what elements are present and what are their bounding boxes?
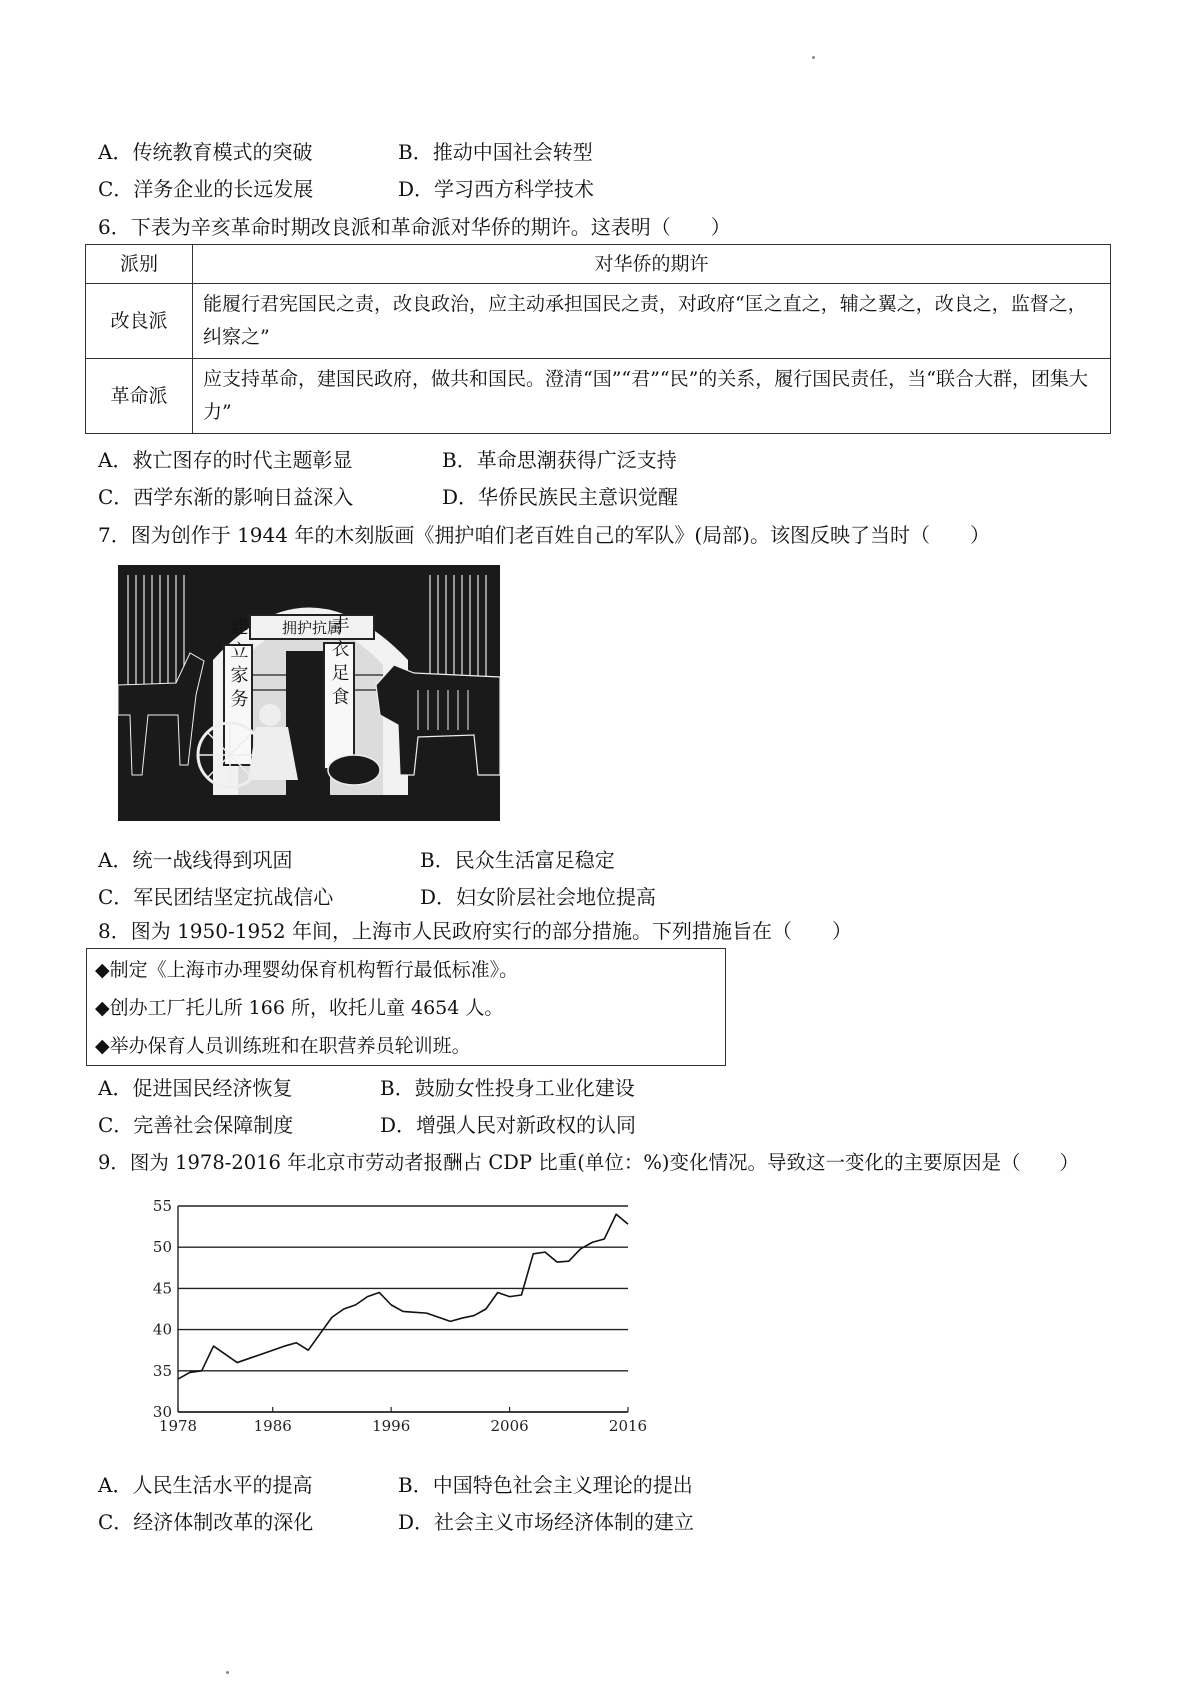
y-tick-label: 40 [152,1320,172,1339]
q9-option-c[interactable]: C．经济体制改革的深化 [98,1510,314,1534]
table-cell-expectation: 能履行君宪国民之责，改良政治，应主动承担国民之责，对政府“匡之直之，辅之翼之，改良之，监督之，纠察之” [193,284,1111,359]
q5-option-b[interactable]: B．推动中国社会转型 [398,140,593,164]
y-tick-label: 30 [152,1403,172,1421]
table-cell-faction: 改良派 [86,284,193,359]
q7-stem: 7．图为创作于 1944 年的木刻版画《拥护咱们老百姓自己的军队》(局部)。该图反映了当时（ ） [98,523,990,547]
woodcut-image [118,565,500,821]
x-tick-label: 2006 [490,1417,529,1435]
q6-option-b[interactable]: B．革命思潮获得广泛支持 [442,448,677,472]
y-tick-label: 35 [152,1361,172,1380]
series-line [178,1214,628,1379]
q7-option-c[interactable]: C．军民团结坚定抗战信心 [98,885,334,909]
q8-option-d[interactable]: D．增强人民对新政权的认同 [380,1113,637,1137]
q6-table [85,244,1111,434]
q6-option-d[interactable]: D．华侨民族民主意识觉醒 [442,485,679,509]
q8-stem: 8．图为 1950-1952 年间，上海市人民政府实行的部分措施。下列措施旨在（ ） [98,919,852,943]
q9-option-b[interactable]: B．中国特色社会主义理论的提出 [398,1473,693,1497]
scan-dot [226,1671,229,1674]
q8-option-a[interactable]: A．促进国民经济恢复 [98,1076,293,1100]
table-row [86,359,1111,434]
table-row [86,284,1111,359]
q9-option-d[interactable]: D．社会主义市场经济体制的建立 [398,1510,695,1534]
x-tick-label: 1986 [253,1417,292,1435]
table-header-cell: 对华侨的期许 [193,245,1111,284]
table-cell-expectation: 应支持革命，建国民政府，做共和国民。澄清“国”“君”“民”的关系，履行国民责任，当“联合大群，团集大力” [193,359,1111,434]
q6-option-c[interactable]: C．西学东渐的影响日益深入 [98,485,354,509]
q8-measure-item: ◆创办工厂托儿所 166 所，收托儿童 4654 人。 [95,997,504,1019]
q8-option-b[interactable]: B．鼓励女性投身工业化建设 [380,1076,635,1100]
woodcut-sign-right: 丰衣足食 [328,615,350,711]
q8-measure-item: ◆制定《上海市办理婴幼保育机构暂行最低标准》。 [95,959,519,981]
table-cell-faction: 革命派 [86,359,193,434]
y-tick-label: 55 [152,1197,172,1215]
table-header-cell: 派别 [86,245,193,284]
q5-option-a[interactable]: A．传统教育模式的突破 [98,140,313,164]
table-header-row [86,245,1111,284]
q9-line-chart [140,1192,648,1454]
q6-stem: 6．下表为辛亥革命时期改良派和革命派对华侨的期许。这表明（ ） [98,215,731,239]
q7-option-b[interactable]: B．民众生活富足稳定 [420,848,615,872]
q7-option-a[interactable]: A．统一战线得到巩固 [98,848,293,872]
q8-option-c[interactable]: C．完善社会保障制度 [98,1113,294,1137]
q6-option-a[interactable]: A．救亡图存的时代主题彰显 [98,448,353,472]
q5-option-d[interactable]: D．学习西方科学技术 [398,177,595,201]
q9-stem: 9．图为 1978-2016 年北京市劳动者报酬占 CDP 比重(单位：%)变化情况。导致这一变化的主要原因是（ ） [98,1151,1079,1174]
y-tick-label: 50 [152,1238,172,1257]
x-tick-label: 1996 [372,1417,411,1435]
x-tick-label: 1978 [158,1417,198,1435]
x-tick-label: 2016 [608,1417,648,1435]
woodcut-sign-top: 拥护抗属 [281,619,343,637]
q7-option-d[interactable]: D．妇女阶层社会地位提高 [420,885,657,909]
y-tick-label: 45 [152,1279,172,1298]
q8-measure-item: ◆举办保育人员训练班和在职营养员轮训班。 [95,1035,471,1057]
q5-option-c[interactable]: C．洋务企业的长远发展 [98,177,314,201]
scan-dot [812,56,815,59]
woodcut-sign-left: 建立家务 [227,617,249,713]
q8-measures-box [86,948,726,1066]
q9-option-a[interactable]: A．人民生活水平的提高 [98,1473,313,1497]
